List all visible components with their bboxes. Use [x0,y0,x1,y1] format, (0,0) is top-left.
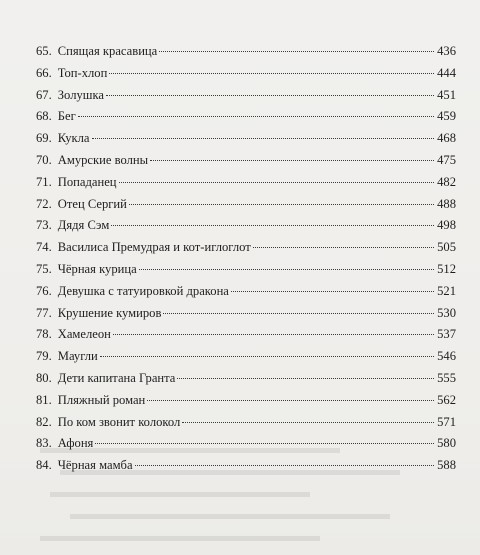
entry-number: 79. [36,349,52,364]
toc-entry [36,85,456,107]
dot-leader [109,73,434,74]
entry-page-number: 498 [437,218,456,233]
entry-page-number: 488 [437,196,456,211]
entry-page-number: 468 [437,131,456,146]
entry-title: Чёрная курица [57,261,137,276]
dot-leader [159,51,434,52]
dot-leader [95,443,434,444]
entry-title: Хамелеон [57,327,111,342]
entry-page-number: 555 [437,370,456,385]
toc-entry [36,194,456,216]
entry-number: 77. [36,305,52,320]
dot-leader [92,138,435,139]
entry-title: Амурские волны [57,152,149,167]
entry-page-number: 580 [437,436,456,451]
dot-leader [129,204,434,205]
toc-entry [36,63,456,85]
entry-title: Чёрная мамба [57,458,133,473]
entry-title: Девушка с татуировкой дракона [57,283,229,298]
toc-entry [36,259,456,281]
entry-title: Кукла [57,131,90,146]
entry-title: Афоня [57,436,94,451]
entry-title: Спящая красавица [57,44,158,58]
entry-title: Топ-хлоп [57,65,108,80]
entry-number: 65. [36,44,52,58]
dot-leader [119,182,435,183]
toc-entry [36,368,456,390]
toc-entry [36,150,456,172]
toc-entry [36,41,456,63]
entry-page-number: 530 [437,305,456,320]
toc-entry [36,455,456,477]
entry-title: Пляжный роман [57,392,146,407]
entry-number: 83. [36,436,52,451]
entry-page-number: 588 [437,458,456,473]
entry-page-number: 537 [437,327,456,342]
toc-entry [36,128,456,150]
toc-entry [36,303,456,325]
dot-leader [78,116,434,117]
entry-number: 68. [36,109,52,124]
entry-page-number: 512 [437,261,456,276]
entry-title: Крушение кумиров [57,305,162,320]
toc-entry [36,324,456,346]
toc-entry [36,281,456,303]
entry-page-number: 436 [437,44,456,58]
toc-entry [36,172,456,194]
entry-page-number: 571 [437,414,456,429]
dot-leader [135,465,435,466]
entry-number: 70. [36,152,52,167]
entry-title: Маугли [57,349,98,364]
entry-title: Попаданец [57,174,117,189]
entry-number: 71. [36,174,52,189]
dot-leader [147,400,434,401]
entry-page-number: 475 [437,152,456,167]
entry-title: Бег [57,109,76,124]
entry-number: 81. [36,392,52,407]
entry-number: 80. [36,370,52,385]
entry-number: 82. [36,414,52,429]
toc-entry [36,433,456,455]
entry-number: 78. [36,327,52,342]
toc-entry [36,106,456,128]
dot-leader [106,95,434,96]
entry-number: 76. [36,283,52,298]
entry-number: 72. [36,196,52,211]
dot-leader [113,334,434,335]
dot-leader [163,313,434,314]
entry-page-number: 482 [437,174,456,189]
entry-number: 73. [36,218,52,233]
entry-title: Золушка [57,87,104,102]
entry-page-number: 505 [437,240,456,255]
entry-title: Отец Сергий [57,196,127,211]
dot-leader [182,422,434,423]
entry-number: 74. [36,240,52,255]
toc-entry [36,215,456,237]
toc-entry [36,412,456,434]
toc-entry [36,346,456,368]
table-of-contents [36,41,456,477]
dot-leader [231,291,434,292]
entry-number: 67. [36,87,52,102]
entry-title: По ком звонит колокол [57,414,181,429]
dot-leader [111,225,434,226]
entry-number: 75. [36,261,52,276]
dot-leader [177,378,434,379]
entry-title: Дядя Сэм [57,218,110,233]
entry-page-number: 451 [437,87,456,102]
toc-entry [36,390,456,412]
entry-page-number: 521 [437,283,456,298]
toc-entry [36,237,456,259]
entry-title: Дети капитана Гранта [57,370,176,385]
dot-leader [150,160,434,161]
dot-leader [100,356,434,357]
entry-number: 66. [36,65,52,80]
entry-number: 84. [36,458,52,473]
dot-leader [253,247,434,248]
entry-page-number: 459 [437,109,456,124]
dot-leader [139,269,434,270]
entry-page-number: 562 [437,392,456,407]
entry-title: Василиса Премудрая и кот-иглоглот [57,240,251,255]
entry-page-number: 546 [437,349,456,364]
entry-number: 69. [36,131,52,146]
entry-page-number: 444 [437,65,456,80]
